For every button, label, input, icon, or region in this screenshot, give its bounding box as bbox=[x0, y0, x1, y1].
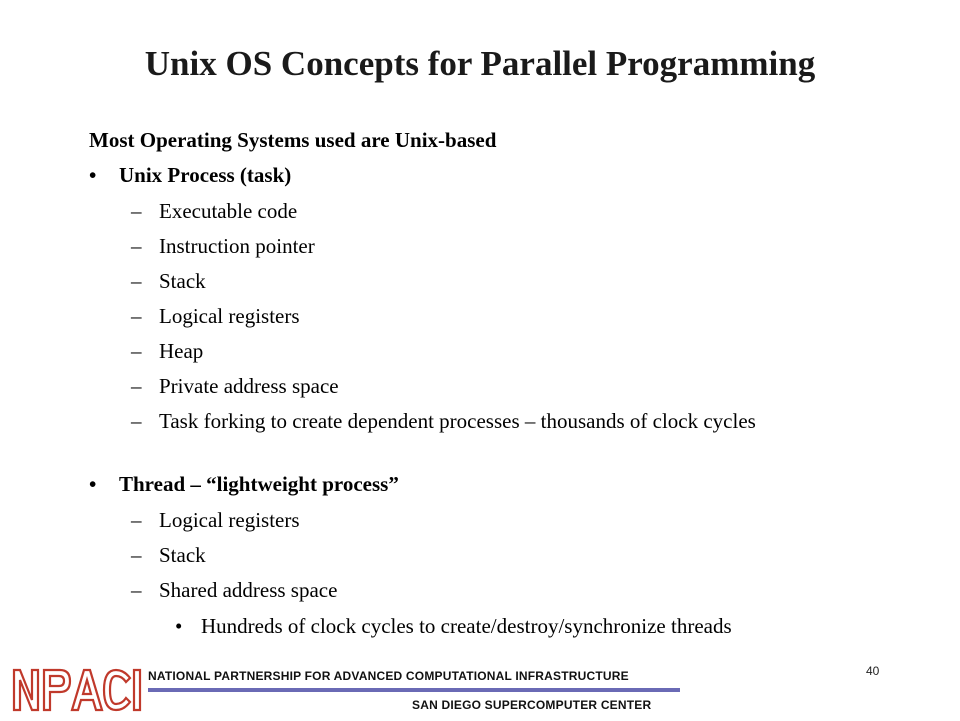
footer-center: SAN DIEGO SUPERCOMPUTER CENTER bbox=[412, 698, 652, 712]
list-item-text: Private address space bbox=[159, 374, 339, 398]
footer-partnership: NATIONAL PARTNERSHIP FOR ADVANCED COMPUTATIONAL INFRASTRUCTURE bbox=[148, 669, 629, 683]
list-item-text: Task forking to create dependent processes – thousands of clock cycles bbox=[159, 409, 756, 433]
npaci-logo-icon bbox=[10, 664, 145, 716]
list-item bbox=[131, 506, 871, 534]
bullet-mark: • bbox=[89, 163, 97, 187]
bullet-mark: • bbox=[89, 472, 97, 496]
list-item bbox=[131, 337, 871, 365]
slide-title: Unix OS Concepts for Parallel Programming bbox=[144, 44, 816, 83]
npaci-logo bbox=[10, 664, 145, 716]
sub-list-item-text: Hundreds of clock cycles to create/destroy/synchronize threads bbox=[201, 614, 732, 638]
list-item-text: Logical registers bbox=[159, 508, 300, 532]
list-item-text: Executable code bbox=[159, 199, 298, 223]
list-item bbox=[131, 407, 831, 435]
list-item bbox=[131, 372, 871, 400]
footer-divider bbox=[148, 688, 680, 692]
dash-mark: – bbox=[131, 543, 142, 567]
list-item bbox=[131, 267, 871, 295]
list-item-text: Shared address space bbox=[159, 578, 338, 602]
list-item-text: Stack bbox=[159, 269, 206, 293]
bullet-label: Unix Process (task) bbox=[119, 163, 292, 187]
list-item-text: Logical registers bbox=[159, 304, 300, 328]
dash-mark: – bbox=[131, 199, 142, 223]
list-item bbox=[131, 302, 871, 330]
bullet-label: Thread – “lightweight process” bbox=[119, 472, 399, 496]
list-item-text: Instruction pointer bbox=[159, 234, 315, 258]
dash-mark: – bbox=[131, 374, 142, 398]
list-item-text: Stack bbox=[159, 543, 206, 567]
bullet-unix-process bbox=[89, 161, 291, 189]
list-item bbox=[131, 232, 871, 260]
dash-mark: – bbox=[131, 409, 142, 433]
bullet-thread bbox=[89, 470, 399, 498]
dash-mark: – bbox=[131, 339, 142, 363]
list-item bbox=[131, 576, 871, 604]
dash-mark: – bbox=[131, 578, 142, 602]
dash-mark: – bbox=[131, 234, 142, 258]
dash-mark: – bbox=[131, 508, 142, 532]
bullet-mark: • bbox=[175, 614, 183, 638]
dash-mark: – bbox=[131, 269, 142, 293]
slide-heading: Most Operating Systems used are Unix-based bbox=[89, 128, 497, 152]
list-item bbox=[131, 197, 871, 225]
page-number: 40 bbox=[866, 664, 880, 678]
list-item-text: Heap bbox=[159, 339, 204, 363]
list-item bbox=[131, 541, 871, 569]
sub-list-item bbox=[175, 612, 732, 640]
dash-mark: – bbox=[131, 304, 142, 328]
